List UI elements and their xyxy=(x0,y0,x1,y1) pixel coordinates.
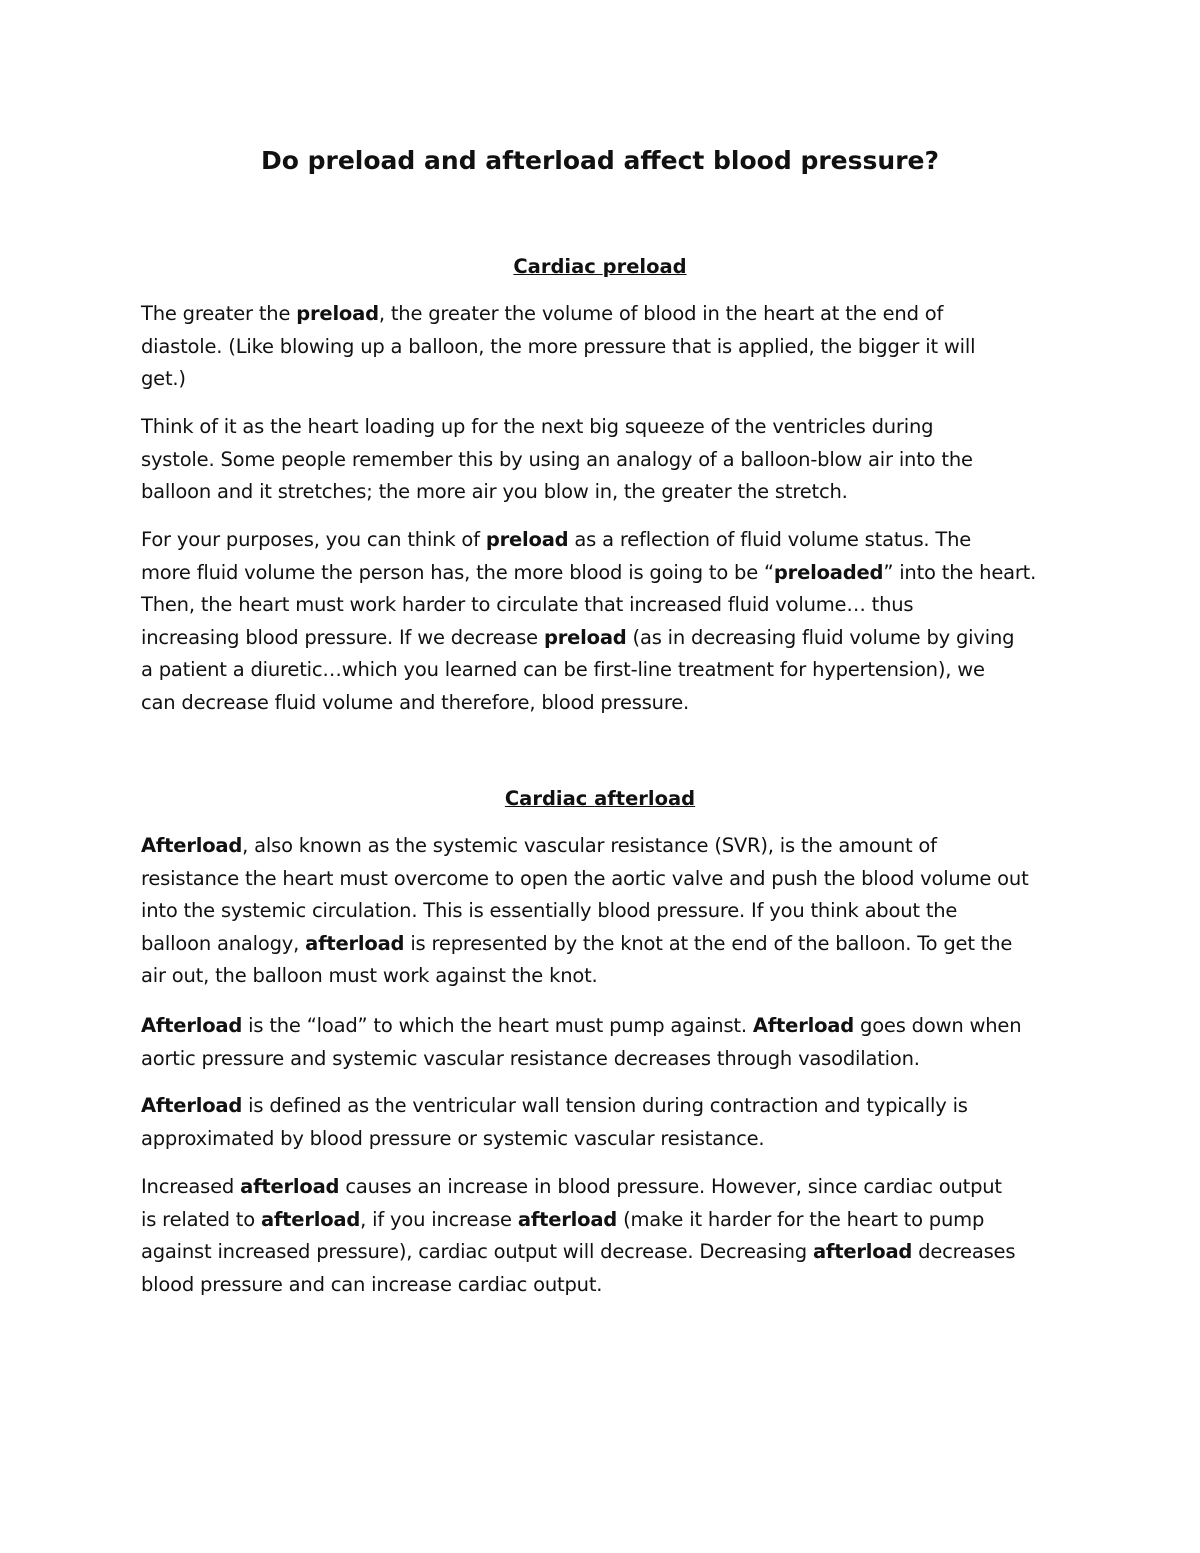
text-line: resistance the heart must overcome to open the aortic valve and push the blood volume out xyxy=(141,866,1029,890)
text-line: a patient a diuretic…which you learned can be first-line treatment for hypertension), we xyxy=(141,658,985,681)
bold-term: preload xyxy=(485,528,569,551)
bold-term: preload xyxy=(296,302,379,325)
text-run: is represented by the knot at the end of the balloon. To get the xyxy=(404,931,1013,955)
text-run: (make it harder for the heart to pump xyxy=(617,1207,985,1231)
bold-term: afterload xyxy=(260,1207,361,1231)
preload-paragraph-3 xyxy=(141,524,1071,719)
text-line xyxy=(141,830,1071,863)
text-line: aortic pressure and systemic vascular resistance decreases through vasodilation. xyxy=(141,1046,920,1070)
bold-term: Afterload xyxy=(141,1094,243,1117)
afterload-paragraph-3 xyxy=(141,1090,1071,1155)
afterload-paragraph-1 xyxy=(141,830,1071,993)
text-line: can decrease fluid volume and therefore, blood pressure. xyxy=(141,690,689,714)
section-heading-preload xyxy=(0,255,1200,278)
text-run: , also known as the systemic vascular resistance (SVR), is the amount of xyxy=(242,834,937,857)
text-line: Think of it as the heart loading up for the next big squeeze of the ventricles during xyxy=(141,415,934,438)
text-run: , if you increase xyxy=(360,1207,518,1231)
text-line xyxy=(141,622,1071,655)
text-line xyxy=(141,928,1071,961)
text-run: is defined as the ventricular wall tension during contraction and typically is xyxy=(242,1094,968,1117)
text-line xyxy=(141,1090,1071,1123)
text-line xyxy=(141,298,1071,331)
text-line: get.) xyxy=(141,367,186,390)
afterload-paragraph-4 xyxy=(141,1171,1071,1301)
text-run: balloon analogy, xyxy=(141,931,306,955)
text-line: into the systemic circulation. This is essentially blood pressure. If you think about the xyxy=(141,899,958,922)
bold-term: afterload xyxy=(517,1207,618,1231)
section-heading-afterload xyxy=(0,787,1200,810)
text-line: balloon and it stretches; the more air you blow in, the greater the stretch. xyxy=(141,480,848,503)
bold-term: preloaded xyxy=(773,560,884,584)
text-run: ” into the heart. xyxy=(883,560,1037,584)
text-line xyxy=(141,1236,1071,1269)
text-line: systole. Some people remember this by using an analogy of a balloon-blow air into the xyxy=(141,447,973,471)
text-line: diastole. (Like blowing up a balloon, the more pressure that is applied, the bigger it will xyxy=(141,334,976,358)
preload-paragraph-1 xyxy=(141,298,1071,396)
text-run: The greater the xyxy=(141,302,297,325)
text-run: is the “load” to which the heart must pump against. xyxy=(242,1014,753,1037)
bold-term: afterload xyxy=(812,1240,913,1263)
text-run: decreases xyxy=(912,1240,1016,1263)
text-run: Increased xyxy=(141,1175,241,1198)
text-run: increasing blood pressure. If we decrease xyxy=(141,625,544,649)
heading-keyword: preload xyxy=(602,255,687,278)
bold-term: Afterload xyxy=(141,1014,243,1037)
text-line xyxy=(141,524,1071,557)
heading-prefix: Cardiac xyxy=(504,787,595,810)
text-line: Then, the heart must work harder to circulate that increased fluid volume… thus xyxy=(141,593,914,616)
bold-term: preload xyxy=(543,625,627,649)
text-run: goes down when xyxy=(854,1014,1022,1037)
bold-term: Afterload xyxy=(752,1014,855,1037)
heading-keyword: afterload xyxy=(594,787,696,810)
text-run: , the greater the volume of blood in the heart at the end of xyxy=(378,302,944,325)
text-line: air out, the balloon must work against the knot. xyxy=(141,964,598,987)
text-run: (as in decreasing fluid volume by giving xyxy=(626,625,1015,649)
text-run: causes an increase in blood pressure. However, since cardiac output xyxy=(339,1175,1002,1198)
text-line: blood pressure and can increase cardiac output. xyxy=(141,1272,603,1296)
bold-term: afterload xyxy=(240,1175,340,1198)
bold-term: Afterload xyxy=(141,834,243,857)
text-line xyxy=(141,1204,1071,1237)
heading-prefix: Cardiac xyxy=(513,255,603,278)
preload-paragraph-2 xyxy=(141,411,1071,509)
bold-term: afterload xyxy=(305,931,405,955)
afterload-paragraph-2 xyxy=(141,1010,1071,1075)
text-line xyxy=(141,1171,1071,1204)
text-run: is related to xyxy=(141,1207,261,1231)
text-line xyxy=(141,1010,1071,1043)
text-run: For your purposes, you can think of xyxy=(141,528,486,551)
text-run: more fluid volume the person has, the more blood is going to be “ xyxy=(141,560,774,584)
text-line xyxy=(141,557,1071,590)
text-run: against increased pressure), cardiac output will decrease. Decreasing xyxy=(141,1240,813,1263)
text-line: approximated by blood pressure or systemic vascular resistance. xyxy=(141,1126,765,1150)
document-title: Do preload and afterload affect blood pressure? xyxy=(261,146,939,175)
text-run: as a reflection of fluid volume status. The xyxy=(568,528,972,551)
